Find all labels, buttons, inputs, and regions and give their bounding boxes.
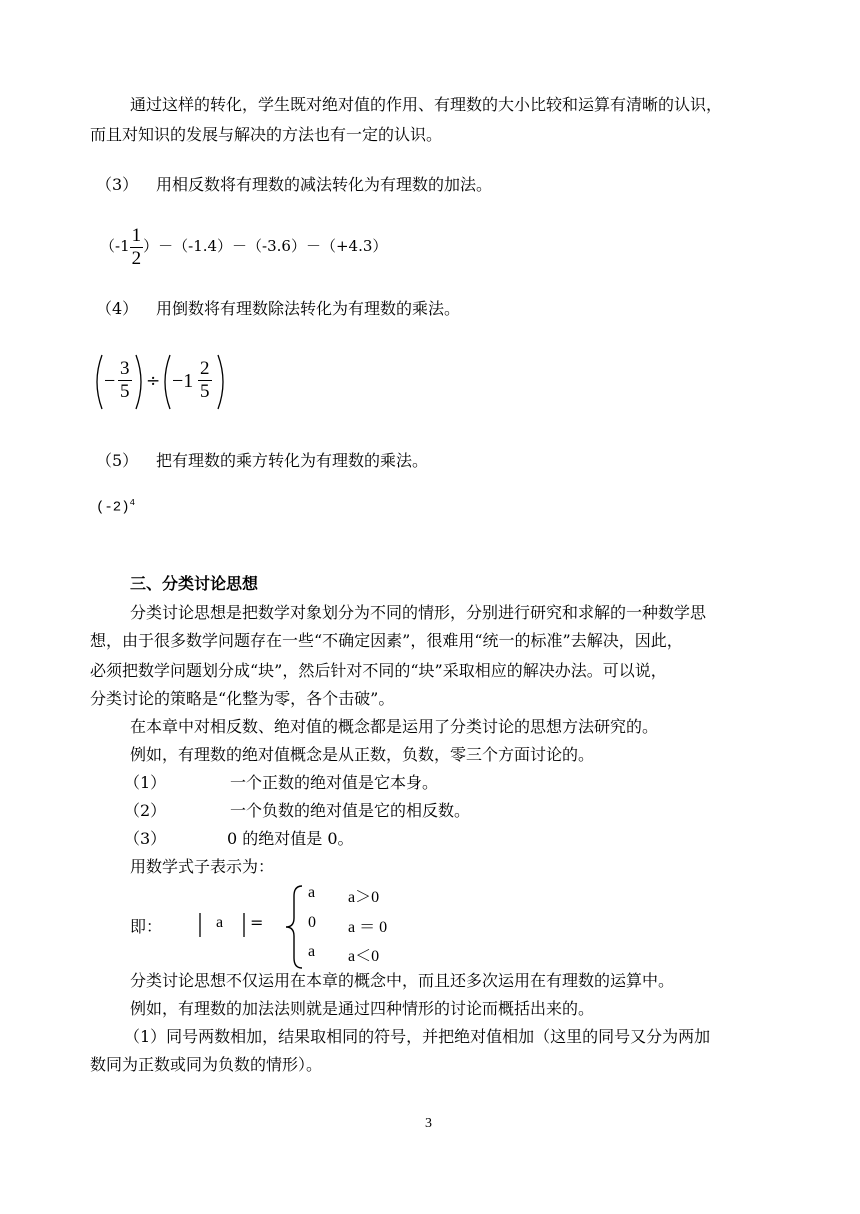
paragraph-line: 数同为正数或同为负数的情形）。 — [90, 1055, 323, 1074]
paragraph-line: 分类讨论思想是把数学对象划分为不同的情形，分别进行研究和求解的一种数学思 — [130, 603, 707, 622]
math-expression-subtraction — [100, 224, 387, 270]
paragraph-line: 例如，有理数的加法法则就是通过四种情形的讨论而概括出来的。 — [130, 999, 595, 1018]
power-exponent: 4 — [129, 498, 136, 508]
division-sign: ÷ — [146, 371, 161, 391]
case-number: （3） — [124, 829, 167, 848]
math-rest: ）－（-1.4）－（-3.6）－（+4.3） — [143, 237, 388, 255]
item-text: 把有理数的乘方转化为有理数的乘法。 — [156, 451, 429, 470]
case-value: a — [308, 884, 316, 901]
power-base: (-2) — [96, 499, 130, 516]
paragraph-line: 用数学式子表示为： — [130, 857, 275, 876]
case-condition: a＞0 — [348, 889, 380, 906]
left-brace — [282, 884, 306, 970]
case-value: 0 — [308, 914, 316, 931]
paragraph-line: 想，由于很多数学问题存在一些“不确定因素”，很难用“统一的标准”去解决，因此， — [90, 631, 683, 650]
item-number: （3） — [96, 175, 139, 194]
case-value: a — [308, 943, 316, 960]
fraction-one-half — [130, 225, 144, 270]
ji-label: 即： — [130, 917, 163, 936]
section-heading: 三、分类讨论思想 — [130, 574, 259, 593]
fraction-denominator: 2 — [131, 247, 142, 269]
fraction-numerator: 2 — [200, 358, 210, 379]
absolute-value-bars — [196, 910, 256, 940]
fraction-three-fifths — [118, 358, 132, 403]
case-condition: a ＝ 0 — [348, 919, 388, 936]
fraction-numerator: 3 — [120, 358, 130, 379]
minus-one: −1 — [172, 370, 194, 392]
fraction-denominator: 5 — [120, 381, 130, 402]
page-number: 3 — [425, 1116, 432, 1131]
fraction-two-fifths — [198, 358, 212, 403]
absolute-value-definition — [130, 880, 430, 970]
case-number: （1） — [124, 773, 167, 792]
case-text: 一个正数的绝对值是它本身。 — [230, 773, 439, 792]
item-number: （5） — [96, 451, 139, 470]
paragraph-line: 在本章中对相反数、绝对值的概念都是运用了分类讨论的思想方法研究的。 — [130, 717, 659, 736]
paragraph-line: 分类讨论思想不仅运用在本章的概念中，而且还多次运用在有理数的运算中。 — [130, 971, 675, 990]
case-number: （2） — [124, 801, 167, 820]
math-open: （-1 — [100, 237, 130, 255]
fraction-denominator: 5 — [200, 381, 210, 402]
case-text: 一个负数的绝对值是它的相反数。 — [230, 801, 471, 820]
equals-sign: = — [250, 913, 264, 932]
item-number: （4） — [96, 299, 139, 318]
paragraph-line: 分类讨论的策略是“化整为零，各个击破”。 — [90, 689, 395, 708]
power-expression — [96, 498, 135, 516]
case-text: 0 的绝对值是 0。 — [227, 829, 354, 848]
paragraph-line: 例如，有理数的绝对值概念是从正数，负数，零三个方面讨论的。 — [130, 745, 595, 764]
minus-sign: − — [104, 370, 116, 392]
paragraph-line: 而且对知识的发展与解决的方法也有一定的认识。 — [90, 125, 443, 144]
fraction-numerator: 1 — [131, 224, 142, 246]
paragraph-line: 通过这样的转化，学生既对绝对值的作用、有理数的大小比较和运算有清晰的认识， — [130, 95, 723, 114]
item-text: 用相反数将有理数的减法转化为有理数的加法。 — [156, 175, 493, 194]
paragraph-line: （1）同号两数相加，结果取相同的符号，并把绝对值相加（这里的同号又分为两加 — [124, 1027, 711, 1046]
abs-variable: a — [216, 914, 224, 931]
case-condition: a＜0 — [348, 948, 380, 965]
item-text: 用倒数将有理数除法转化为有理数的乘法。 — [156, 299, 461, 318]
paragraph-line: 必须把数学问题划分成“块”，然后针对不同的“块”采取相应的解决办法。可以说， — [90, 661, 667, 680]
